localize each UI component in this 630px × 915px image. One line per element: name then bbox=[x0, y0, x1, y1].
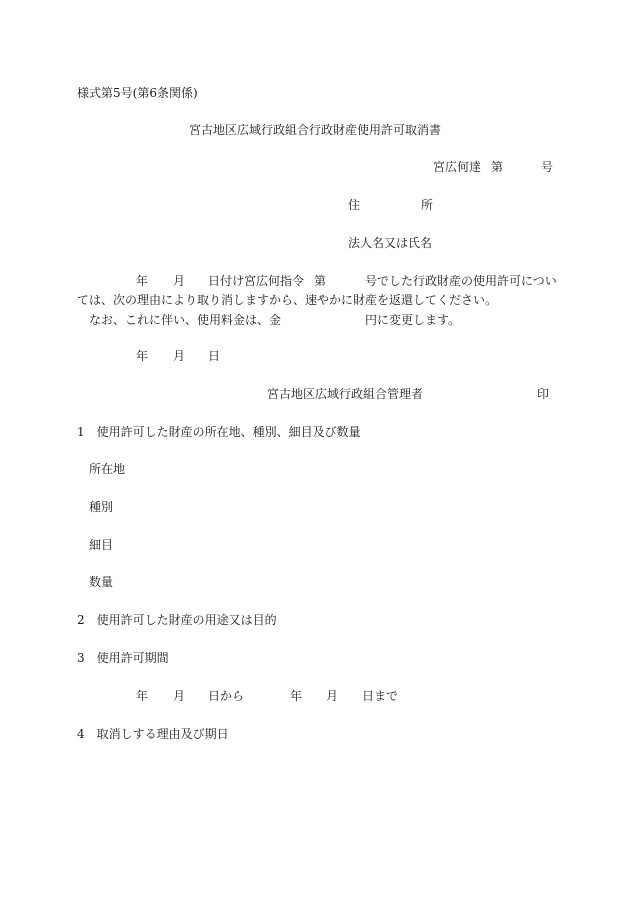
section-2-title: 2 使用許可した財産の用途又は目的 bbox=[77, 613, 277, 627]
section-3-title: 3 使用許可期間 bbox=[77, 651, 169, 665]
section-1-type: 種別 bbox=[89, 500, 114, 514]
address-label-a: 住 bbox=[348, 198, 361, 212]
period-to-nen: 年 bbox=[290, 689, 303, 703]
body-tsuki: 月 bbox=[173, 274, 186, 288]
section-4-title: 4 取消しする理由及び期日 bbox=[77, 727, 229, 741]
section-1-title: 1 使用許可した財産の所在地、種別、細目及び数量 bbox=[77, 425, 361, 439]
date-hi: 日 bbox=[208, 349, 221, 363]
body-line2: ては、次の理由により取り消しますから、速やかに財産を返還してください。 bbox=[77, 293, 498, 307]
form-number: 様式第5号(第6条関係) bbox=[77, 86, 198, 100]
body-line1-rest: 日付け宮広何指令 bbox=[208, 274, 305, 288]
body-line1-end: 号でした行政財産の使用許可につい bbox=[365, 274, 557, 288]
period-from-nen: 年 bbox=[136, 689, 149, 703]
section-1-location: 所在地 bbox=[89, 462, 126, 476]
date-tsuki: 月 bbox=[173, 349, 186, 363]
body-line3-start: なお、これに伴い、使用料金は、金 bbox=[89, 313, 282, 327]
ref-dai: 第 bbox=[491, 160, 504, 174]
issuer-name: 宮古地区広域行政組合管理者 bbox=[267, 387, 424, 401]
recipient-name-label: 法人名又は氏名 bbox=[348, 236, 433, 250]
section-1-quantity: 数量 bbox=[89, 575, 114, 589]
period-to-hi: 日まで bbox=[362, 689, 399, 703]
section-1-detail: 細目 bbox=[89, 538, 114, 552]
date-nen: 年 bbox=[136, 349, 149, 363]
period-from-tsuki: 月 bbox=[173, 689, 186, 703]
body-nen: 年 bbox=[136, 274, 149, 288]
ref-go: 号 bbox=[541, 160, 554, 174]
address-label-b: 所 bbox=[421, 198, 434, 212]
body-line1-dai: 第 bbox=[314, 274, 327, 288]
ref-prefix: 宮広何達 bbox=[433, 160, 482, 174]
document-title: 宮古地区広域行政組合行政財産使用許可取消書 bbox=[189, 123, 442, 137]
body-line3-end: 円に変更します。 bbox=[365, 313, 461, 327]
period-to-tsuki: 月 bbox=[326, 689, 339, 703]
issuer-seal: 印 bbox=[537, 387, 550, 401]
period-from-hi: 日から bbox=[208, 689, 245, 703]
